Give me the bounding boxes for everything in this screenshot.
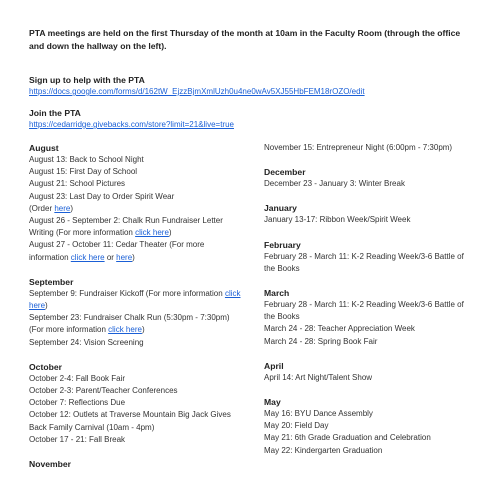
order-spirit-wear-link[interactable]: here [54, 203, 71, 213]
event: February 28 - March 11: K-2 Reading Week/3-6 Battle of the Books [264, 300, 464, 322]
event: January 13-17: Ribbon Week/Spirit Week [264, 215, 411, 225]
event: September 9: Fundraiser Kickoff (For more information click here) [29, 288, 241, 311]
month-october: October [29, 361, 62, 372]
month-march: March [264, 288, 290, 299]
cedar-theater-link-2[interactable]: here [116, 252, 133, 262]
month-april: April [264, 360, 284, 371]
event: February 28 - March 11: K-2 Reading Week/3-6 Battle of the Books [264, 251, 464, 273]
page-top-fragment [170, 0, 370, 2]
fundraiser-kickoff-link[interactable]: click here [29, 288, 241, 311]
event: August 23: Last Day to Order Spirit Wear (Order here) [29, 191, 175, 213]
event: April 14: Art Night/Talent Show [264, 372, 373, 382]
chalk-run-letter-link[interactable]: click here [135, 228, 169, 238]
event: September 24: Vision Screening [29, 337, 144, 347]
event: September 23: Fundraiser Chalk Run (5:30pm - 7:30pm) (For more information click here) [29, 313, 230, 335]
signup-link[interactable]: https://docs.google.com/forms/d/162tW_EjzzBjmXmlUzh0u4ne0wAv5XJ55HbFEM18rOZO/edit [29, 87, 365, 96]
month-january: January [264, 203, 297, 214]
month-december: December [264, 167, 306, 178]
event: August 15: First Day of School [29, 167, 138, 177]
month-may: May [264, 397, 281, 408]
signup-heading: Sign up to help with the PTA [29, 75, 145, 85]
event: March 24 - 28: Teacher Appreciation Week [264, 324, 415, 334]
month-august: August [29, 143, 59, 153]
event: March 24 - 28: Spring Book Fair [264, 336, 378, 346]
join-section [29, 107, 475, 131]
event: August 26 - September 2: Chalk Run Fundraiser Letter Writing (For more information click here) [29, 216, 223, 238]
event: August 27 - October 11: Cedar Theater (For more information click here or here) [29, 240, 205, 262]
event: November 15: Entrepreneur Night (6:00pm - 7:30pm) [264, 143, 453, 152]
signup-section [29, 74, 475, 98]
event: August 21: School Pictures [29, 179, 126, 189]
event: May 20: Field Day [264, 421, 329, 431]
left-column [29, 142, 244, 470]
join-link[interactable]: https://cedarridge.givebacks.com/store?limit=21&live=true [29, 120, 234, 129]
month-november-heading: November [29, 459, 72, 470]
cedar-theater-link-1[interactable]: click here [70, 252, 105, 262]
event: December 23 - January 3: Winter Break [264, 179, 405, 189]
event: October 2-3: Parent/Teacher Conferences [29, 386, 178, 396]
event: October 7: Reflections Due [29, 398, 126, 408]
event: October 2-4: Fall Book Fair [29, 373, 126, 383]
event: May 16: BYU Dance Assembly [264, 409, 373, 419]
meeting-info: PTA meetings are held on the first Thursday of the month at 10am in the Faculty Room (through the office and down the hallway on the left). [29, 28, 461, 51]
pta-calendar-document [29, 27, 475, 470]
event: May 21: 6th Grade Graduation and Celebration [264, 433, 431, 443]
event: October 12: Outlets at Traverse Mountain Big Jack Gives Back Family Carnival (10am - 4pm) [29, 410, 231, 432]
right-column [264, 142, 469, 457]
join-heading: Join the PTA [29, 108, 81, 118]
event: October 17 - 21: Fall Break [29, 434, 126, 444]
event: August 13: Back to School Night [29, 155, 144, 164]
month-september: September [29, 276, 74, 287]
event: May 22: Kindergarten Graduation [264, 445, 383, 455]
chalk-run-link[interactable]: click here [108, 325, 142, 335]
month-february: February [264, 239, 301, 250]
